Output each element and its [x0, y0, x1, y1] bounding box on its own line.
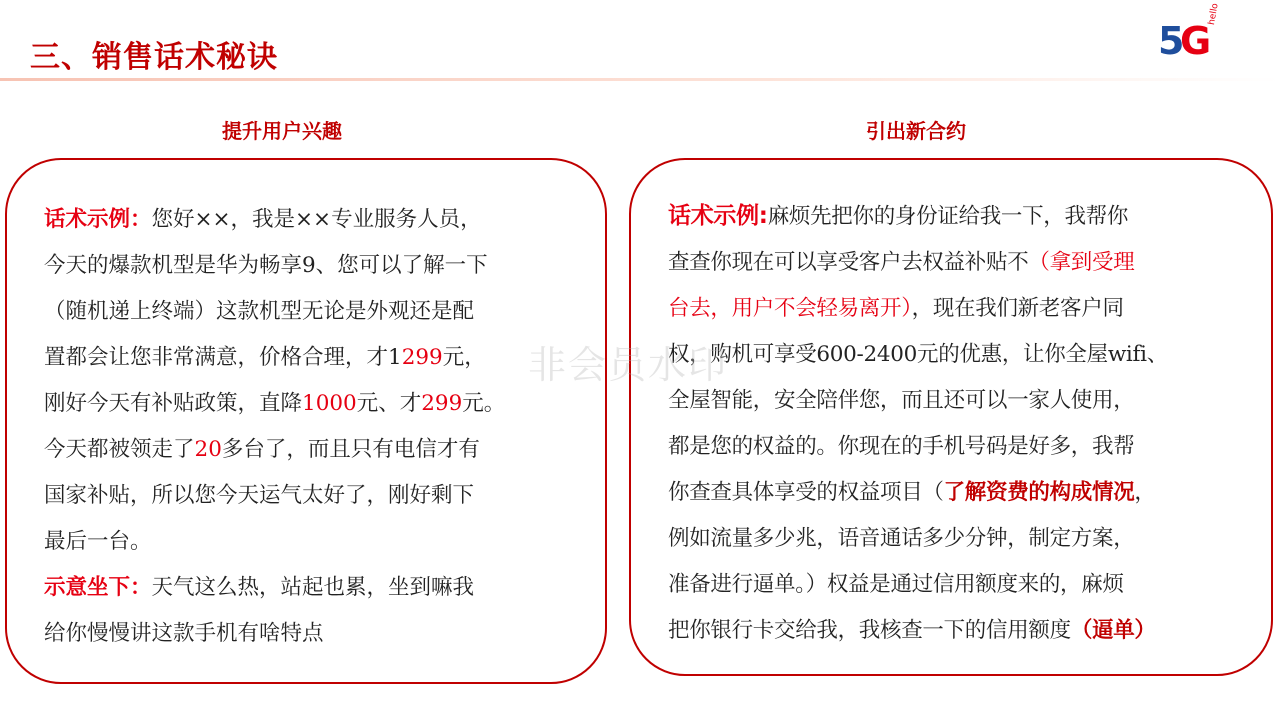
5g-logo: [1158, 2, 1228, 64]
left-line: 天气这么热，站起也累，坐到嘛我: [151, 575, 475, 600]
left-line: 最后一台。: [44, 529, 152, 554]
right-panel-text: [668, 193, 1260, 654]
logo-hello: hello: [1207, 2, 1221, 26]
left-line: 元、才: [356, 391, 422, 416]
left-line: 今天的爆款机型是华为畅享9、您可以了解一下: [44, 253, 488, 278]
left-line: （随机递上终端）这款机型无论是外观还是配: [44, 299, 475, 324]
right-highlight-fees: 了解资费的构成情况: [943, 480, 1135, 505]
right-line: 查查你现在可以享受客户去权益补贴不: [668, 250, 1029, 275]
right-line: 把你银行卡交给我，我核查一下的信用额度: [668, 618, 1071, 643]
right-highlight-close: （逼单）: [1070, 618, 1156, 643]
right-note: 台去，用户不会轻易离开）: [668, 296, 912, 321]
left-price-1: 299: [401, 345, 443, 370]
right-note: （拿到受理: [1028, 250, 1135, 275]
right-label-example: 话术示例:: [668, 203, 768, 229]
left-line: 多台了，而且只有电信才有: [221, 437, 480, 462]
right-line: 权，购机可享受600-2400元的优惠，让你全屋wifi、: [668, 342, 1168, 367]
left-line: 刚好今天有补贴政策，直降: [44, 391, 303, 416]
logo-five: 5: [1158, 19, 1185, 63]
right-line: 你查查具体享受的权益项目（: [668, 480, 944, 505]
left-price-2: 299: [421, 391, 463, 416]
left-line: 元。: [462, 391, 506, 416]
left-line: 今天都被领走了: [44, 437, 195, 462]
left-line: 元，: [442, 345, 486, 370]
header-divider: [0, 78, 1280, 81]
left-label-sit: 示意坐下：: [44, 575, 152, 600]
right-line: 例如流量多少兆，语音通话多少分钟，制定方案，: [668, 526, 1135, 551]
right-line: ，: [1134, 480, 1156, 505]
left-line: 国家补贴，所以您今天运气太好了，刚好剩下: [44, 483, 475, 508]
right-line: 麻烦先把你的身份证给我一下，我帮你: [767, 204, 1129, 229]
left-line: 置都会让您非常满意，价格合理，才1: [44, 345, 402, 370]
left-discount: 1000: [302, 391, 357, 416]
logo-g: G: [1180, 19, 1212, 63]
slide-title: 三、销售话术秘诀: [30, 40, 278, 75]
right-line: 全屋智能，安全陪伴您，而且还可以一家人使用，: [668, 388, 1135, 413]
watermark: 非会员水印: [528, 343, 729, 387]
right-line: ，现在我们新老客户同: [911, 296, 1124, 321]
left-line: 您好××，我是××专业服务人员，: [151, 207, 482, 232]
left-heading: 提升用户兴趣: [222, 119, 342, 143]
left-count: 20: [194, 437, 222, 462]
right-line: 都是您的权益的。你现在的手机号码是好多，我帮: [668, 434, 1135, 459]
left-line: 给你慢慢讲这款手机有啥特点: [44, 621, 324, 646]
right-heading: 引出新合约: [866, 119, 966, 143]
right-line: 准备进行逼单。）权益是通过信用额度来的，麻烦: [668, 572, 1124, 597]
left-panel-text: [44, 197, 584, 657]
left-label-example: 话术示例：: [44, 207, 152, 232]
